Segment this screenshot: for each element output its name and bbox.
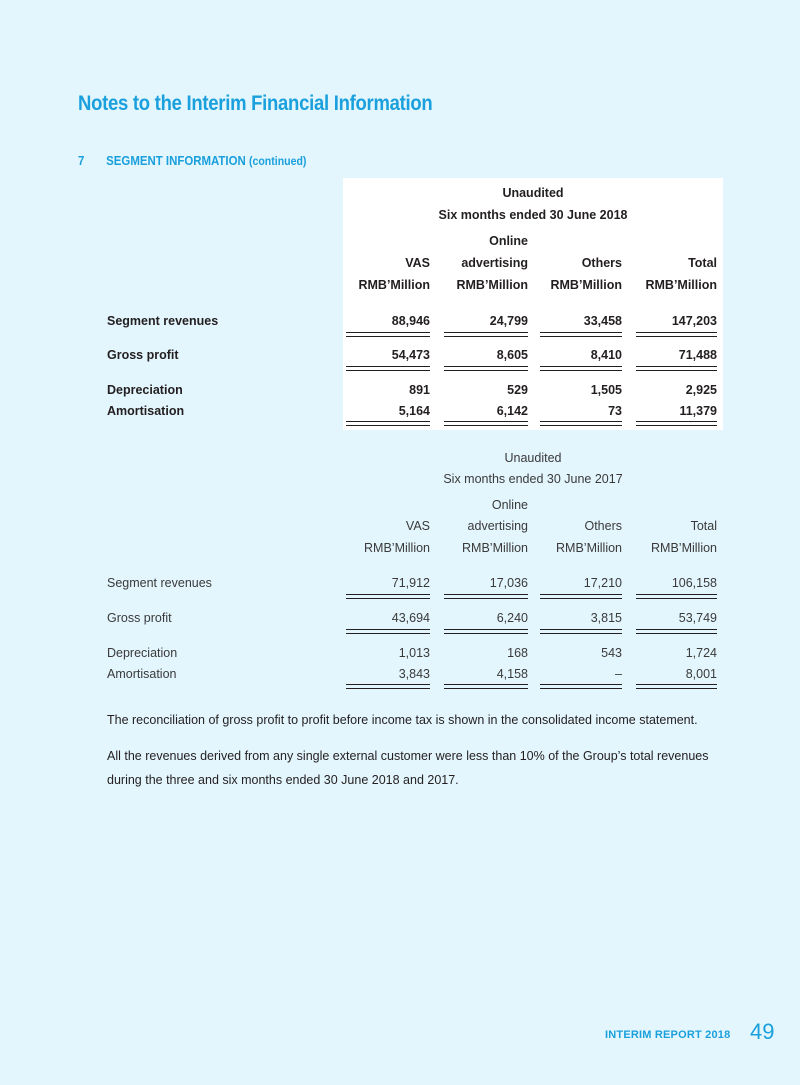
- table-cell: 168: [507, 646, 528, 660]
- double-underline: [346, 684, 430, 689]
- double-underline: [636, 332, 717, 337]
- column-header: Others: [584, 519, 622, 533]
- double-underline: [636, 594, 717, 599]
- double-underline: [444, 629, 528, 634]
- column-header: VAS: [405, 256, 430, 270]
- column-unit: RMB’Million: [358, 278, 430, 292]
- row-label: Gross profit: [107, 348, 179, 362]
- table-cell: 53,749: [678, 611, 717, 625]
- table-cell: 8,605: [496, 348, 528, 362]
- table-cell: 147,203: [671, 314, 717, 328]
- column-header: Total: [688, 256, 717, 270]
- double-underline: [444, 366, 528, 371]
- table-cell: 17,036: [489, 576, 528, 590]
- row-label: Segment revenues: [107, 314, 219, 328]
- table-cell: 543: [601, 646, 622, 660]
- table-cell: 33,458: [583, 314, 622, 328]
- row-label: Amortisation: [107, 404, 185, 418]
- table-period: Six months ended 30 June 2018: [438, 208, 628, 222]
- double-underline: [444, 684, 528, 689]
- double-underline: [540, 629, 622, 634]
- table-cell: 106,158: [671, 576, 717, 590]
- column-header: advertising: [461, 256, 528, 270]
- note-paragraph: All the revenues derived from any single external customer were less than 10% of the Group’s total revenues during the three and six months ended 30 June 2018 and 2017.: [107, 749, 709, 787]
- column-header: VAS: [405, 519, 430, 533]
- double-underline: [540, 332, 622, 337]
- table-cell: 54,473: [391, 348, 430, 362]
- table-cell: 6,240: [496, 611, 528, 625]
- table-cell: 1,505: [590, 383, 622, 397]
- table-cell: 71,912: [391, 576, 430, 590]
- double-underline: [540, 366, 622, 371]
- section-title: SEGMENT INFORMATION: [106, 153, 246, 168]
- double-underline: [346, 366, 430, 371]
- table-cell: 43,694: [391, 611, 430, 625]
- row-label: Depreciation: [107, 646, 178, 660]
- double-underline: [540, 421, 622, 426]
- table-cell: 529: [507, 383, 528, 397]
- table-cell: 1,724: [685, 646, 717, 660]
- double-underline: [444, 594, 528, 599]
- column-unit: RMB’Million: [364, 541, 430, 555]
- double-underline: [346, 594, 430, 599]
- table-status: Unaudited: [504, 451, 562, 465]
- double-underline: [444, 332, 528, 337]
- page-number: 49: [750, 1019, 775, 1044]
- section-heading: [78, 153, 306, 168]
- table-cell: –: [615, 667, 622, 681]
- double-underline: [636, 366, 717, 371]
- table-cell: 3,815: [590, 611, 622, 625]
- row-label: Depreciation: [107, 383, 183, 397]
- table-cell: 11,379: [679, 404, 717, 418]
- table-cell: 2,925: [685, 383, 717, 397]
- table-cell: 71,488: [678, 348, 717, 362]
- table-cell: 24,799: [489, 314, 528, 328]
- table-cell: 8,410: [590, 348, 622, 362]
- column-unit: RMB’Million: [462, 541, 528, 555]
- double-underline: [540, 684, 622, 689]
- double-underline: [636, 421, 717, 426]
- column-unit: RMB’Million: [556, 541, 622, 555]
- section-number: 7: [78, 153, 85, 168]
- double-underline: [346, 332, 430, 337]
- column-header-line1: Online: [489, 234, 528, 248]
- double-underline: [636, 684, 717, 689]
- table-cell: 6,142: [496, 404, 528, 418]
- row-label: Gross profit: [107, 611, 172, 625]
- column-unit: RMB’Million: [645, 278, 717, 292]
- table-cell: 73: [608, 404, 622, 418]
- table-cell: 88,946: [391, 314, 430, 328]
- table-cell: 4,158: [496, 667, 528, 681]
- table-status: Unaudited: [502, 186, 564, 200]
- double-underline: [540, 594, 622, 599]
- column-unit: RMB’Million: [651, 541, 717, 555]
- table-cell: 8,001: [685, 667, 717, 681]
- table-cell: 5,164: [398, 404, 430, 418]
- section-suffix: (continued): [248, 154, 307, 168]
- column-header: Others: [581, 256, 622, 270]
- table-cell: 1,013: [398, 646, 430, 660]
- table-period: Six months ended 30 June 2017: [443, 472, 623, 486]
- column-unit: RMB’Million: [456, 278, 528, 292]
- note-paragraph: The reconciliation of gross profit to profit before income tax is shown in the consolidated income statement.: [107, 713, 698, 727]
- column-header: Total: [690, 519, 717, 533]
- report-name: INTERIM REPORT 2018: [605, 1029, 731, 1041]
- double-underline: [346, 629, 430, 634]
- table-cell: 17,210: [583, 576, 622, 590]
- double-underline: [636, 629, 717, 634]
- page-footer: [0, 1019, 800, 1046]
- page-title: Notes to the Interim Financial Information: [78, 92, 433, 115]
- table-cell: 891: [409, 383, 430, 397]
- row-label: Segment revenues: [107, 576, 212, 590]
- table-cell: 3,843: [398, 667, 430, 681]
- column-header-line1: Online: [491, 498, 528, 512]
- row-label: Amortisation: [107, 667, 177, 681]
- column-header: advertising: [467, 519, 528, 533]
- double-underline: [346, 421, 430, 426]
- double-underline: [444, 421, 528, 426]
- column-unit: RMB’Million: [550, 278, 622, 292]
